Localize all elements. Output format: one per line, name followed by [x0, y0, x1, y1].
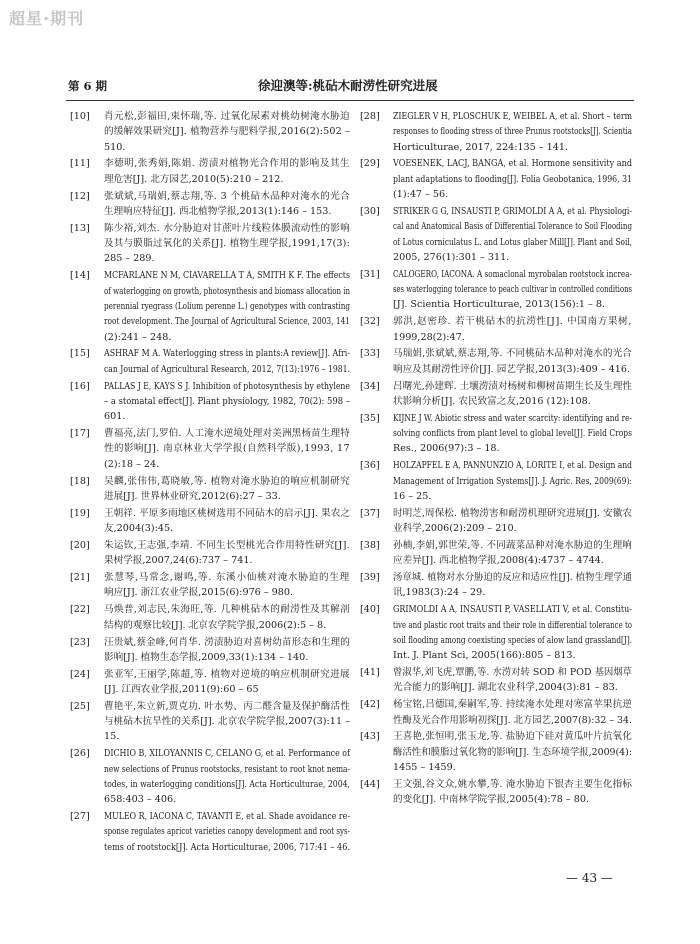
- reference-line-text: HOLZAPFEL E A, PANNUNZIO A, LORITE I, et al. Design and: [393, 460, 632, 472]
- reference-line-text: Res., 2006(97):3 – 18.: [393, 443, 500, 455]
- reference-line: [104, 521, 350, 536]
- reference-line-text: DICHIO B, XILOYANNIS C, CELANO G, et al. Performance of: [104, 748, 350, 760]
- reference-line-text: VOESENEK, LACJ, BANGA, et al. Hormone sensitivity and: [393, 158, 632, 170]
- reference-line: [393, 618, 632, 633]
- reference-number: [17]: [70, 428, 90, 440]
- reference-item: [68, 602, 350, 633]
- reference-line: [104, 172, 350, 187]
- reference-line: [104, 746, 350, 761]
- reference-item: [358, 204, 632, 265]
- reference-line-text: Management of Irrigation Systems[J]. J. Agric. Res, 2009(69):: [393, 475, 632, 487]
- reference-line: [104, 602, 350, 617]
- reference-item: [358, 538, 632, 569]
- reference-line: [393, 458, 632, 473]
- reference-line-text: – a stomatal effect[J]. Plant physiology, 1982, 70(2): 598 –: [104, 395, 350, 407]
- issue-number: 第 6 期: [68, 79, 108, 93]
- reference-line-text: 朱运钦,王志强,李靖. 不同生长型桃光合作用特性研究[J].: [104, 539, 350, 551]
- reference-line: [393, 187, 632, 202]
- reference-line-text: perennial ryegrass (Lolium perenne L.) genotypes with contrasting: [104, 300, 350, 312]
- reference-line: [104, 777, 350, 792]
- reference-line: [393, 538, 632, 553]
- reference-number: [42]: [360, 699, 380, 711]
- reference-number: [18]: [70, 475, 90, 487]
- reference-number: [11]: [70, 158, 90, 170]
- reference-line-text: GRIMOLDI A A, INSAUSTI P, VASELLATI V, et al. Constitu-: [393, 604, 632, 616]
- reference-line: [104, 314, 350, 329]
- reference-line: [393, 648, 632, 663]
- reference-line: [393, 109, 632, 124]
- reference-line: [393, 394, 632, 409]
- reference-line: [104, 441, 350, 456]
- reference-item: [68, 156, 350, 187]
- reference-line-text: 1455 – 1459.: [393, 762, 456, 774]
- reference-line-text: 酶活性和膜脂过氧化物的影响[J]. 生态环境学报,2009(4):: [393, 746, 632, 758]
- reference-number: [20]: [70, 539, 90, 551]
- reference-line-text: sponse regulates apricot varieties canopy development and root sys-: [104, 826, 350, 838]
- reference-item: [68, 189, 350, 220]
- reference-line: [104, 682, 350, 697]
- reference-line: [393, 204, 632, 219]
- reference-number: [37]: [360, 507, 380, 519]
- reference-line: [104, 792, 350, 807]
- reference-line: [393, 235, 632, 250]
- reference-line-text: 510.: [104, 141, 126, 153]
- reference-line-text: 讯,1983(3):24 – 29.: [393, 587, 486, 599]
- reference-item: [68, 346, 350, 377]
- reference-line-text: 16 – 25.: [393, 490, 432, 502]
- reference-line: [104, 809, 350, 824]
- reference-number: [13]: [70, 222, 90, 234]
- reference-item: [358, 570, 632, 601]
- reference-line: [104, 379, 350, 394]
- reference-item: [68, 667, 350, 698]
- reference-line-text: ses waterlogging tolerance to peach cultivar in controlled conditions: [393, 284, 632, 296]
- reference-line-text: (2):18 – 24.: [104, 458, 160, 470]
- reference-item: [68, 635, 350, 666]
- reference-number: [36]: [360, 460, 380, 472]
- reference-line: [104, 585, 350, 600]
- reference-line: [393, 411, 632, 426]
- reference-line-text: 状影响分析[J]. 农民致富之友,2016 (12):108.: [393, 395, 591, 407]
- reference-line-text: 响应及其耐涝性评价[J]. 园艺学报,2013(3):409 – 416.: [393, 363, 631, 375]
- reference-item: [68, 109, 350, 155]
- reference-item: [358, 314, 632, 345]
- reference-line-text: 业科学,2006(2):209 – 210.: [393, 523, 517, 535]
- reference-line-text: solving conflicts from plant level to global level[J]. Field Crops: [393, 428, 632, 440]
- reference-line-text: Int. J. Plant Sci, 2005(166):805 – 813.: [393, 650, 576, 662]
- reference-line-text: MULEO R, IACONA C, TAVANTI E, et al. Shade avoidance re-: [104, 811, 350, 823]
- page-number: — 43 —: [566, 871, 613, 885]
- reference-number: [14]: [70, 270, 90, 282]
- reference-item: [68, 426, 350, 472]
- reference-line-text: 与桃砧木抗旱性的关系[J]. 北京农学院学报,2007(3):11 –: [104, 716, 350, 728]
- reference-number: [40]: [360, 604, 380, 616]
- reference-line-text: 曾淑华,刘飞虎,覃鹏,等. 水涝对转 SOD 和 POD 基因烟草: [393, 667, 632, 679]
- reference-line-text: Horticulturae, 2017, 224:135 – 141.: [393, 141, 569, 153]
- reference-line-text: 张慧琴,马常念,谢鸣,等. 东溪小仙桃对淹水胁迫的生理: [104, 572, 350, 584]
- reference-line-text: 结构的观察比较[J]. 北京农学院学报,2006(2):5 – 8.: [104, 619, 327, 631]
- reference-line: [393, 441, 632, 456]
- reference-item: [68, 268, 350, 344]
- reference-number: [28]: [360, 111, 380, 122]
- reference-line: [104, 394, 350, 409]
- reference-number: [15]: [70, 348, 90, 360]
- reference-item: [68, 379, 350, 425]
- reference-line-text: 601.: [104, 411, 126, 423]
- reference-line-text: 性酶及光合作用影响初探[J]. 北方园艺,2007(8):32 – 34.: [393, 714, 632, 726]
- reference-item: [68, 506, 350, 537]
- reference-line: [104, 457, 350, 472]
- reference-line: [104, 362, 350, 377]
- reference-line: [104, 714, 350, 729]
- reference-line: [104, 204, 350, 219]
- reference-line-text: soil flooding among coexisting species of alow land grassland[J].: [393, 634, 632, 646]
- reference-item: [358, 602, 632, 663]
- references-left-column: [68, 109, 350, 857]
- reference-number: [21]: [70, 572, 90, 584]
- reference-line: [393, 521, 632, 536]
- reference-line: [393, 570, 632, 585]
- reference-line: [104, 284, 350, 299]
- reference-number: [35]: [360, 412, 380, 424]
- reference-line: [104, 506, 350, 521]
- reference-number: [44]: [360, 778, 380, 790]
- reference-line-text: [J]. 江西农业学报,2011(9):60 – 65: [104, 684, 259, 695]
- reference-line-text: responses to flooding stress of three Prunus rootstocks[J]. Scientia: [393, 126, 632, 138]
- reference-line: [393, 172, 632, 187]
- reference-item: [358, 109, 632, 155]
- reference-line-text: 1999,28(2):47.: [393, 331, 465, 343]
- reference-line: [104, 650, 350, 665]
- reference-line: [104, 140, 350, 155]
- reference-line-text: MCFARLANE N M, CIAVARELLA T A, SMITH K F. The effects: [104, 270, 350, 282]
- reference-item: [68, 699, 350, 745]
- reference-line: [393, 379, 632, 394]
- reference-line-text: 的变化[J]. 中南林学院学报,2005(4):78 – 80.: [393, 794, 590, 806]
- reference-line-text: CALOGERO, IACONA. A somaclonal myrobalan rootstock increa-: [393, 268, 632, 280]
- reference-line: [393, 633, 632, 648]
- reference-line-text: 汤章城. 植物对水分胁迫的反应和适应性[J]. 植物生理学通: [393, 572, 632, 584]
- reference-line: [104, 840, 350, 855]
- reference-line-text: [J]. Scientia Horticulturae, 2013(156):1 – 8.: [393, 299, 605, 311]
- reference-line-text: 生理响应特征[J]. 西北植物学报,2013(1):146 – 153.: [104, 205, 332, 217]
- reference-line-text: 应差异[J]. 西北植物学报,2008(4):4737 – 4744.: [393, 555, 604, 567]
- reference-line: [104, 236, 350, 251]
- reference-line: [393, 713, 632, 728]
- reference-line: [104, 538, 350, 553]
- reference-item: [358, 379, 632, 410]
- reference-number: [38]: [360, 539, 380, 551]
- reference-line-text: 658:403 – 406.: [104, 794, 177, 806]
- reference-line-text: 果树学报,2007,24(6):737 – 741.: [104, 555, 253, 567]
- reference-line-text: root development. The Journal of Agricultural Science, 2003, 141: [104, 316, 350, 328]
- reference-number: [29]: [360, 158, 380, 170]
- reference-line-text: 马焕普,刘志民,朱海旺,等. 几种桃砧木的耐涝性及其解剖: [104, 604, 350, 616]
- reference-line-text: 马瑞娟,张斌斌,蔡志翔,等. 不同桃砧木品种对淹水的光合: [393, 348, 632, 360]
- reference-number: [43]: [360, 731, 380, 743]
- reference-number: [33]: [360, 348, 380, 360]
- reference-item: [68, 221, 350, 267]
- reference-line-text: 王喜艳,张恒明,张玉龙,等. 盐胁迫下硅对黄瓜叶片抗氧化: [393, 731, 632, 743]
- reference-line-text: 时明芝,周保松. 植物涝害和耐涝机理研究进展[J]. 安徽农: [393, 507, 632, 519]
- reference-number: [30]: [360, 205, 380, 217]
- reference-line-text: 285 – 289.: [104, 253, 155, 265]
- reference-line-text: 汪贵斌,蔡金峰,何肖华. 涝渍胁迫对喜树幼苗形态和生理的: [104, 636, 350, 648]
- reference-line-text: plant adaptations to flooding[J]. Folia Geobotanica, 1996, 31: [393, 173, 632, 185]
- reference-number: [32]: [360, 316, 380, 328]
- reference-line-text: can Journal of Agricultural Research, 2012, 7(13):1976 – 1981.: [104, 363, 350, 375]
- reference-line-text: 影响[J]. 植物生态学报,2009,33(1):134 – 140.: [104, 651, 309, 663]
- reference-line: [393, 140, 632, 155]
- reference-line-text: 曹艳平,朱立新,贾克功. 叶水势、丙二醛含量及保护酶活性: [104, 700, 350, 712]
- reference-line: [393, 729, 632, 744]
- reference-line: [393, 314, 632, 329]
- reference-line: [104, 330, 350, 345]
- reference-number: [25]: [70, 700, 90, 712]
- reference-line: [104, 553, 350, 568]
- reference-line: [104, 699, 350, 714]
- reference-line: [393, 602, 632, 617]
- reference-line-text: 张亚军,王丽学,陈超,等. 植物对逆境的响应机制研究进展: [104, 668, 350, 680]
- reference-line: [104, 156, 350, 171]
- reference-line-text: cal and Anatomical Basis of Differential Tolerance to Soil Flooding: [393, 221, 632, 233]
- reference-number: [41]: [360, 667, 380, 679]
- reference-line: [104, 221, 350, 236]
- reference-line-text: (1):47 – 56.: [393, 189, 449, 201]
- reference-line: [393, 792, 632, 807]
- reference-line: [393, 553, 632, 568]
- reference-number: [31]: [360, 268, 380, 280]
- reference-line: [393, 585, 632, 600]
- reference-line: [393, 346, 632, 361]
- reference-line-text: STRIKER G G, INSAUSTI P, GRIMOLDI A A, et al. Physiologi-: [393, 205, 632, 217]
- reference-line: [104, 762, 350, 777]
- reference-item: [358, 411, 632, 457]
- reference-item: [68, 570, 350, 601]
- references-right-column: [358, 109, 632, 809]
- reference-line-text: 15.: [104, 731, 120, 743]
- reference-line-text: 郭洪,赵密珍. 若干桃砧木的抗涝性[J]. 中国南方果树,: [393, 316, 632, 328]
- watermark-logo: 超星·期刊: [9, 9, 85, 28]
- reference-line: [104, 268, 350, 283]
- running-title: 徐迎澳等:桃砧木耐涝性研究进展: [258, 78, 438, 93]
- reference-number: [26]: [70, 748, 90, 760]
- reference-item: [358, 697, 632, 728]
- reference-item: [358, 506, 632, 537]
- reference-line-text: todes, in waterlogging conditions[J]. Acta Horticulturae, 2004,: [104, 778, 350, 790]
- reference-line-text: 王文强,谷文众,姚水攀,等. 淹水胁迫下银杏主要生化指标: [393, 778, 632, 790]
- reference-line-text: 响应[J]. 浙江农业学报,2015(6):976 – 980.: [104, 587, 294, 599]
- reference-item: [358, 729, 632, 775]
- reference-line-text: 孙楠,李娟,郭世荣,等. 不同蔬菜品种对淹水胁迫的生理响: [393, 539, 632, 551]
- reference-line-text: 性的影响[J]. 南京林业大学学报(自然科学版),1993, 17: [104, 443, 350, 455]
- reference-line: [393, 156, 632, 171]
- reference-line-text: of waterlogging on growth, photosynthesis and biomass allocation in: [104, 285, 350, 297]
- reference-line: [393, 426, 632, 441]
- reference-line: [393, 250, 632, 265]
- header-rule: [66, 100, 634, 101]
- reference-number: [34]: [360, 380, 380, 392]
- reference-line-text: 进展[J]. 世界林业研究,2012(6):27 – 33.: [104, 490, 281, 502]
- reference-item: [68, 746, 350, 807]
- reference-item: [358, 346, 632, 377]
- reference-line-text: 陈少裕,刘杰. 水分胁迫对甘蔗叶片线粒体膜流动性的影响: [104, 222, 350, 234]
- reference-line-text: ASHRAF M A. Waterlogging stress in plants:A review[J]. Afri-: [104, 348, 350, 360]
- reference-line: [393, 697, 632, 712]
- reference-line: [104, 618, 350, 633]
- reference-line: [104, 251, 350, 266]
- reference-number: [10]: [70, 111, 90, 122]
- reference-number: [19]: [70, 507, 90, 519]
- reference-line: [393, 282, 632, 297]
- reference-item: [358, 777, 632, 808]
- reference-line: [393, 474, 632, 489]
- reference-line-text: PALLAS J E, KAYS S J. Inhibition of photosynthesis by ethylene: [104, 380, 350, 392]
- reference-line: [393, 489, 632, 504]
- reference-item: [358, 267, 632, 313]
- reference-line: [104, 635, 350, 650]
- reference-item: [68, 809, 350, 855]
- reference-line: [104, 299, 350, 314]
- reference-line: [393, 267, 632, 282]
- reference-line-text: new selections of Prunus rootstocks, resistant to root knot nema-: [104, 763, 350, 775]
- reference-number: [24]: [70, 668, 90, 680]
- reference-line: [104, 409, 350, 424]
- reference-line-text: 的缓解效果研究[J]. 植物营养与肥料学报,2016(2):502 –: [104, 126, 350, 138]
- reference-item: [68, 538, 350, 569]
- reference-line-text: ZIEGLER V H, PLOSCHUK E, WEIBEL A, et al. Short – term: [393, 111, 632, 122]
- reference-line-text: tems of rootstock[J]. Acta Horticulturae, 2006, 717:41 – 46.: [104, 841, 350, 853]
- reference-number: [27]: [70, 811, 90, 823]
- reference-line-text: 王朝祥. 平原多雨地区桃树选用不同砧木的启示[J]. 果农之: [104, 507, 350, 519]
- reference-line-text: of Lotus corniculatus L. and Lotus glaber Mill[J]. Plant and Soil,: [393, 236, 632, 248]
- reference-item: [358, 458, 632, 504]
- reference-number: [23]: [70, 636, 90, 648]
- reference-line-text: 光合能力的影响[J]. 湖北农业科学,2004(3):81 – 83.: [393, 682, 618, 694]
- reference-line-text: 吕曙光,孙建辉. 土壤涝渍对杨树和柳树苗期生长及生理性: [393, 380, 632, 392]
- reference-line-text: 2005, 276(1):301 – 311.: [393, 251, 510, 263]
- reference-number: [12]: [70, 190, 90, 202]
- reference-number: [22]: [70, 604, 90, 616]
- reference-line: [393, 219, 632, 234]
- reference-line-text: 张斌斌,马瑞娟,蔡志翔,等. 3 个桃砧木品种对淹水的光合: [104, 190, 350, 202]
- reference-line: [104, 824, 350, 839]
- reference-line-text: 李德明,张秀娟,陈娟. 涝渍对植物光合作用的影响及其生: [104, 158, 350, 170]
- reference-line-text: 及其与膜脂过氧化的关系[J]. 植物生理学报,1991,17(3):: [104, 238, 350, 250]
- reference-item: [358, 665, 632, 696]
- reference-line: [393, 760, 632, 775]
- reference-number: [39]: [360, 572, 380, 584]
- reference-item: [358, 156, 632, 202]
- reference-line-text: (2):241 – 248.: [104, 331, 172, 343]
- reference-line: [104, 570, 350, 585]
- reference-line-text: KIJNE J W. Abiotic stress and water scarcity: identifying and re-: [393, 412, 632, 424]
- reference-line: [104, 109, 350, 124]
- reference-line: [104, 489, 350, 504]
- reference-line: [393, 777, 632, 792]
- reference-line: [393, 506, 632, 521]
- reference-line: [393, 665, 632, 680]
- reference-line: [104, 667, 350, 682]
- reference-item: [68, 474, 350, 505]
- reference-number: [16]: [70, 380, 90, 392]
- reference-line-text: 曹福亮,法门,罗伯. 人工淹水逆境处理对美洲黑杨苗生理特: [104, 428, 350, 440]
- reference-line: [393, 330, 632, 345]
- reference-line-text: 理危害[J]. 北方园艺,2010(5):210 – 212.: [104, 173, 284, 185]
- reference-line-text: 肖元松,彭福田,束怀瑞,等. 过氧化尿素对桃幼树淹水胁迫: [104, 111, 350, 122]
- reference-line-text: 吴麟,张伟伟,葛晓敏,等. 植物对淹水胁迫的响应机制研究: [104, 475, 350, 487]
- reference-line-text: tive and plastic root traits and their role in differential tolerance to: [393, 619, 632, 631]
- reference-line: [393, 362, 632, 377]
- reference-line: [393, 680, 632, 695]
- reference-line: [104, 729, 350, 744]
- reference-line: [393, 297, 632, 312]
- reference-line: [393, 745, 632, 760]
- reference-line: [104, 189, 350, 204]
- reference-line: [104, 474, 350, 489]
- reference-line: [104, 426, 350, 441]
- reference-line: [104, 124, 350, 139]
- reference-line: [393, 124, 632, 139]
- reference-line-text: 友,2004(3):45.: [104, 523, 174, 535]
- reference-line-text: 杨宝铭,吕德国,秦嗣军,等. 持续淹水处理对寒富苹果抗逆: [393, 699, 632, 711]
- reference-line: [104, 346, 350, 361]
